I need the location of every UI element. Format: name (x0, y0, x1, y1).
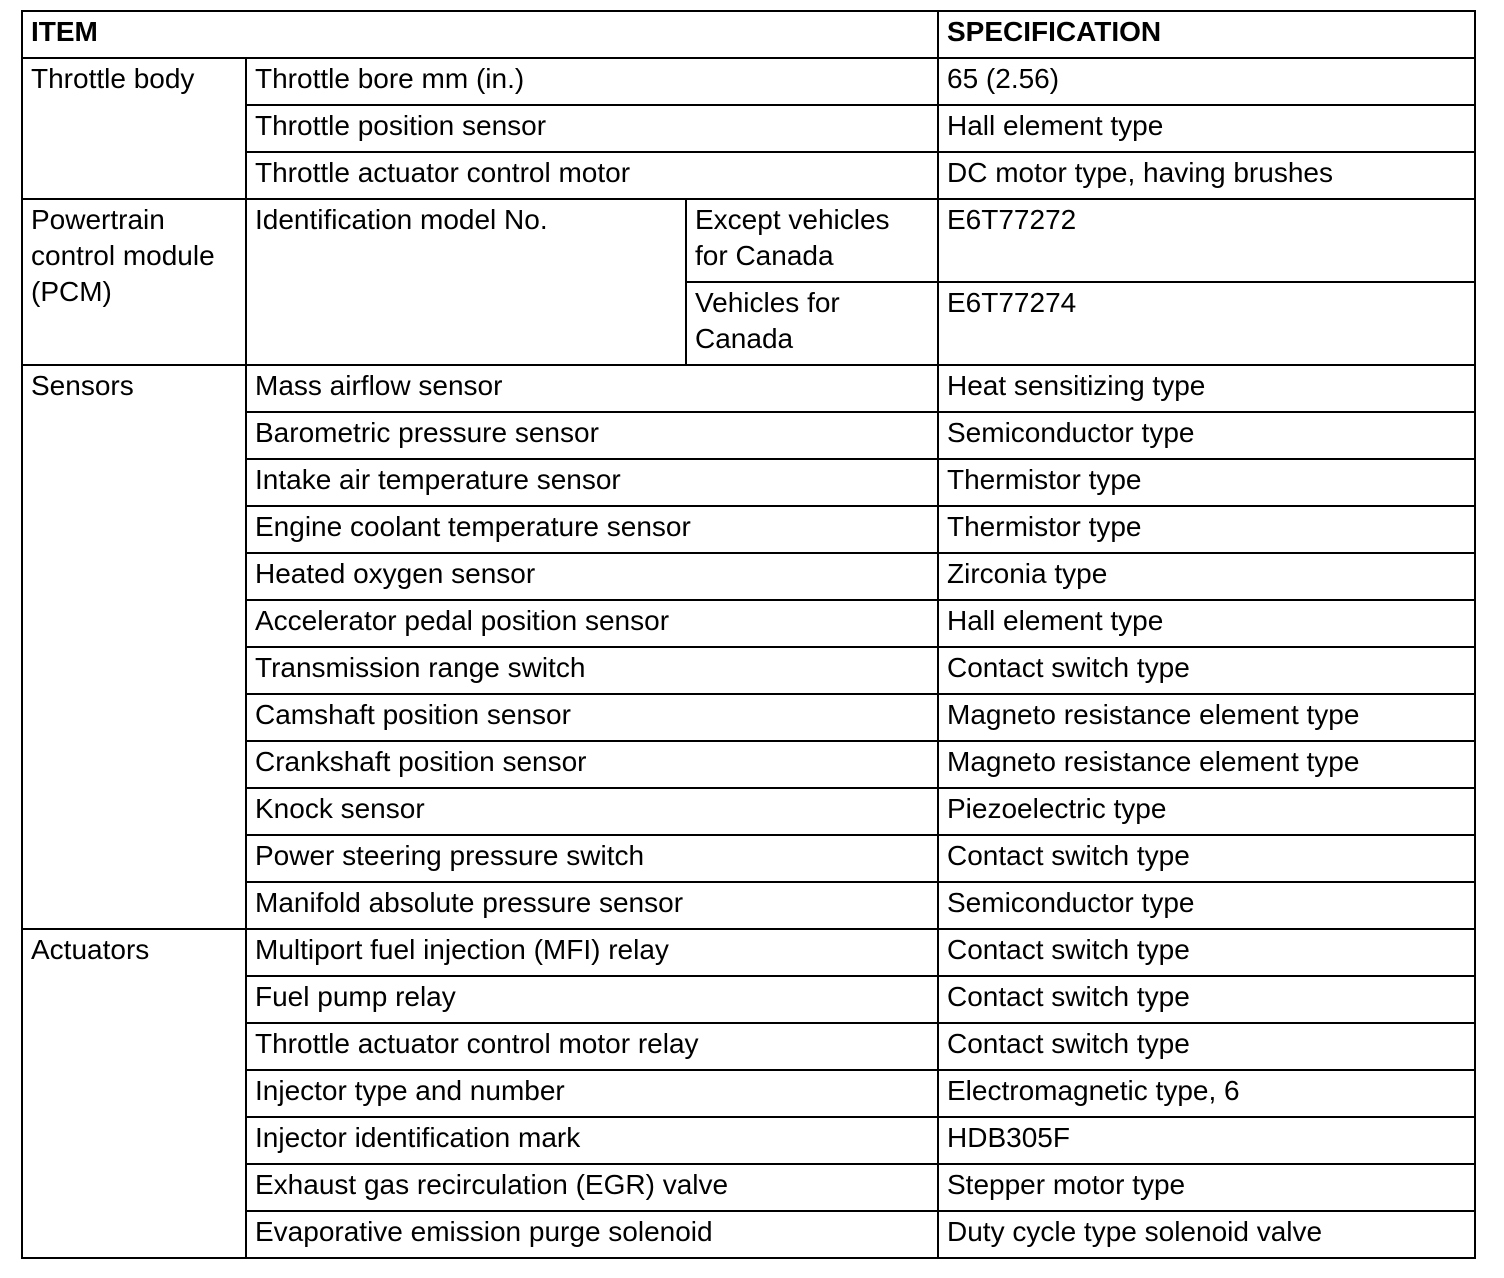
spec-cell: Contact switch type (938, 835, 1475, 882)
table-row (22, 365, 1475, 412)
spec-cell: Contact switch type (938, 1023, 1475, 1070)
item-cell: Multiport fuel injection (MFI) relay (246, 929, 938, 976)
item-cell: Intake air temperature sensor (246, 459, 938, 506)
spec-cell: E6T77274 (938, 282, 1475, 365)
spec-cell: Semiconductor type (938, 412, 1475, 459)
spec-cell: Piezoelectric type (938, 788, 1475, 835)
spec-cell: Contact switch type (938, 976, 1475, 1023)
spec-cell: Thermistor type (938, 506, 1475, 553)
item-cell: Camshaft position sensor (246, 694, 938, 741)
header-row (22, 11, 1475, 58)
group-sensors: Sensors (22, 365, 246, 929)
item-cell: Throttle actuator control motor relay (246, 1023, 938, 1070)
spec-cell: Semiconductor type (938, 882, 1475, 929)
item-cell: Heated oxygen sensor (246, 553, 938, 600)
specification-table (21, 10, 1476, 1259)
item-cell: Exhaust gas recirculation (EGR) valve (246, 1164, 938, 1211)
table-row (22, 929, 1475, 976)
table-row (22, 58, 1475, 105)
spec-cell: Stepper motor type (938, 1164, 1475, 1211)
group-pcm: Powertrain control module (PCM) (22, 199, 246, 365)
spec-cell: Contact switch type (938, 647, 1475, 694)
header-specification: SPECIFICATION (938, 11, 1475, 58)
item-cell: Mass airflow sensor (246, 365, 938, 412)
spec-cell: Contact switch type (938, 929, 1475, 976)
item-cell: Injector identification mark (246, 1117, 938, 1164)
item-cell: Throttle position sensor (246, 105, 938, 152)
item-cell: Evaporative emission purge solenoid (246, 1211, 938, 1258)
item-cell: Identification model No. (246, 199, 686, 365)
spec-cell: 65 (2.56) (938, 58, 1475, 105)
item-cell: Crankshaft position sensor (246, 741, 938, 788)
spec-cell: Hall element type (938, 600, 1475, 647)
header-item: ITEM (22, 11, 938, 58)
condition-cell: Except vehicles for Canada (686, 199, 938, 282)
item-cell: Knock sensor (246, 788, 938, 835)
spec-cell: Magneto resistance element type (938, 741, 1475, 788)
spec-cell: Hall element type (938, 105, 1475, 152)
item-cell: Throttle bore mm (in.) (246, 58, 938, 105)
spec-cell: Electromagnetic type, 6 (938, 1070, 1475, 1117)
table-row (22, 199, 1475, 282)
item-cell: Throttle actuator control motor (246, 152, 938, 199)
item-cell: Accelerator pedal position sensor (246, 600, 938, 647)
spec-cell: Magneto resistance element type (938, 694, 1475, 741)
item-cell: Manifold absolute pressure sensor (246, 882, 938, 929)
spec-cell: Thermistor type (938, 459, 1475, 506)
spec-cell: HDB305F (938, 1117, 1475, 1164)
item-cell: Barometric pressure sensor (246, 412, 938, 459)
spec-cell: DC motor type, having brushes (938, 152, 1475, 199)
item-cell: Fuel pump relay (246, 976, 938, 1023)
spec-cell: Duty cycle type solenoid valve (938, 1211, 1475, 1258)
condition-cell: Vehicles for Canada (686, 282, 938, 365)
spec-cell: Heat sensitizing type (938, 365, 1475, 412)
item-cell: Engine coolant temperature sensor (246, 506, 938, 553)
spec-cell: Zirconia type (938, 553, 1475, 600)
group-actuators: Actuators (22, 929, 246, 1258)
item-cell: Transmission range switch (246, 647, 938, 694)
item-cell: Injector type and number (246, 1070, 938, 1117)
spec-cell: E6T77272 (938, 199, 1475, 282)
item-cell: Power steering pressure switch (246, 835, 938, 882)
group-throttle-body: Throttle body (22, 58, 246, 199)
